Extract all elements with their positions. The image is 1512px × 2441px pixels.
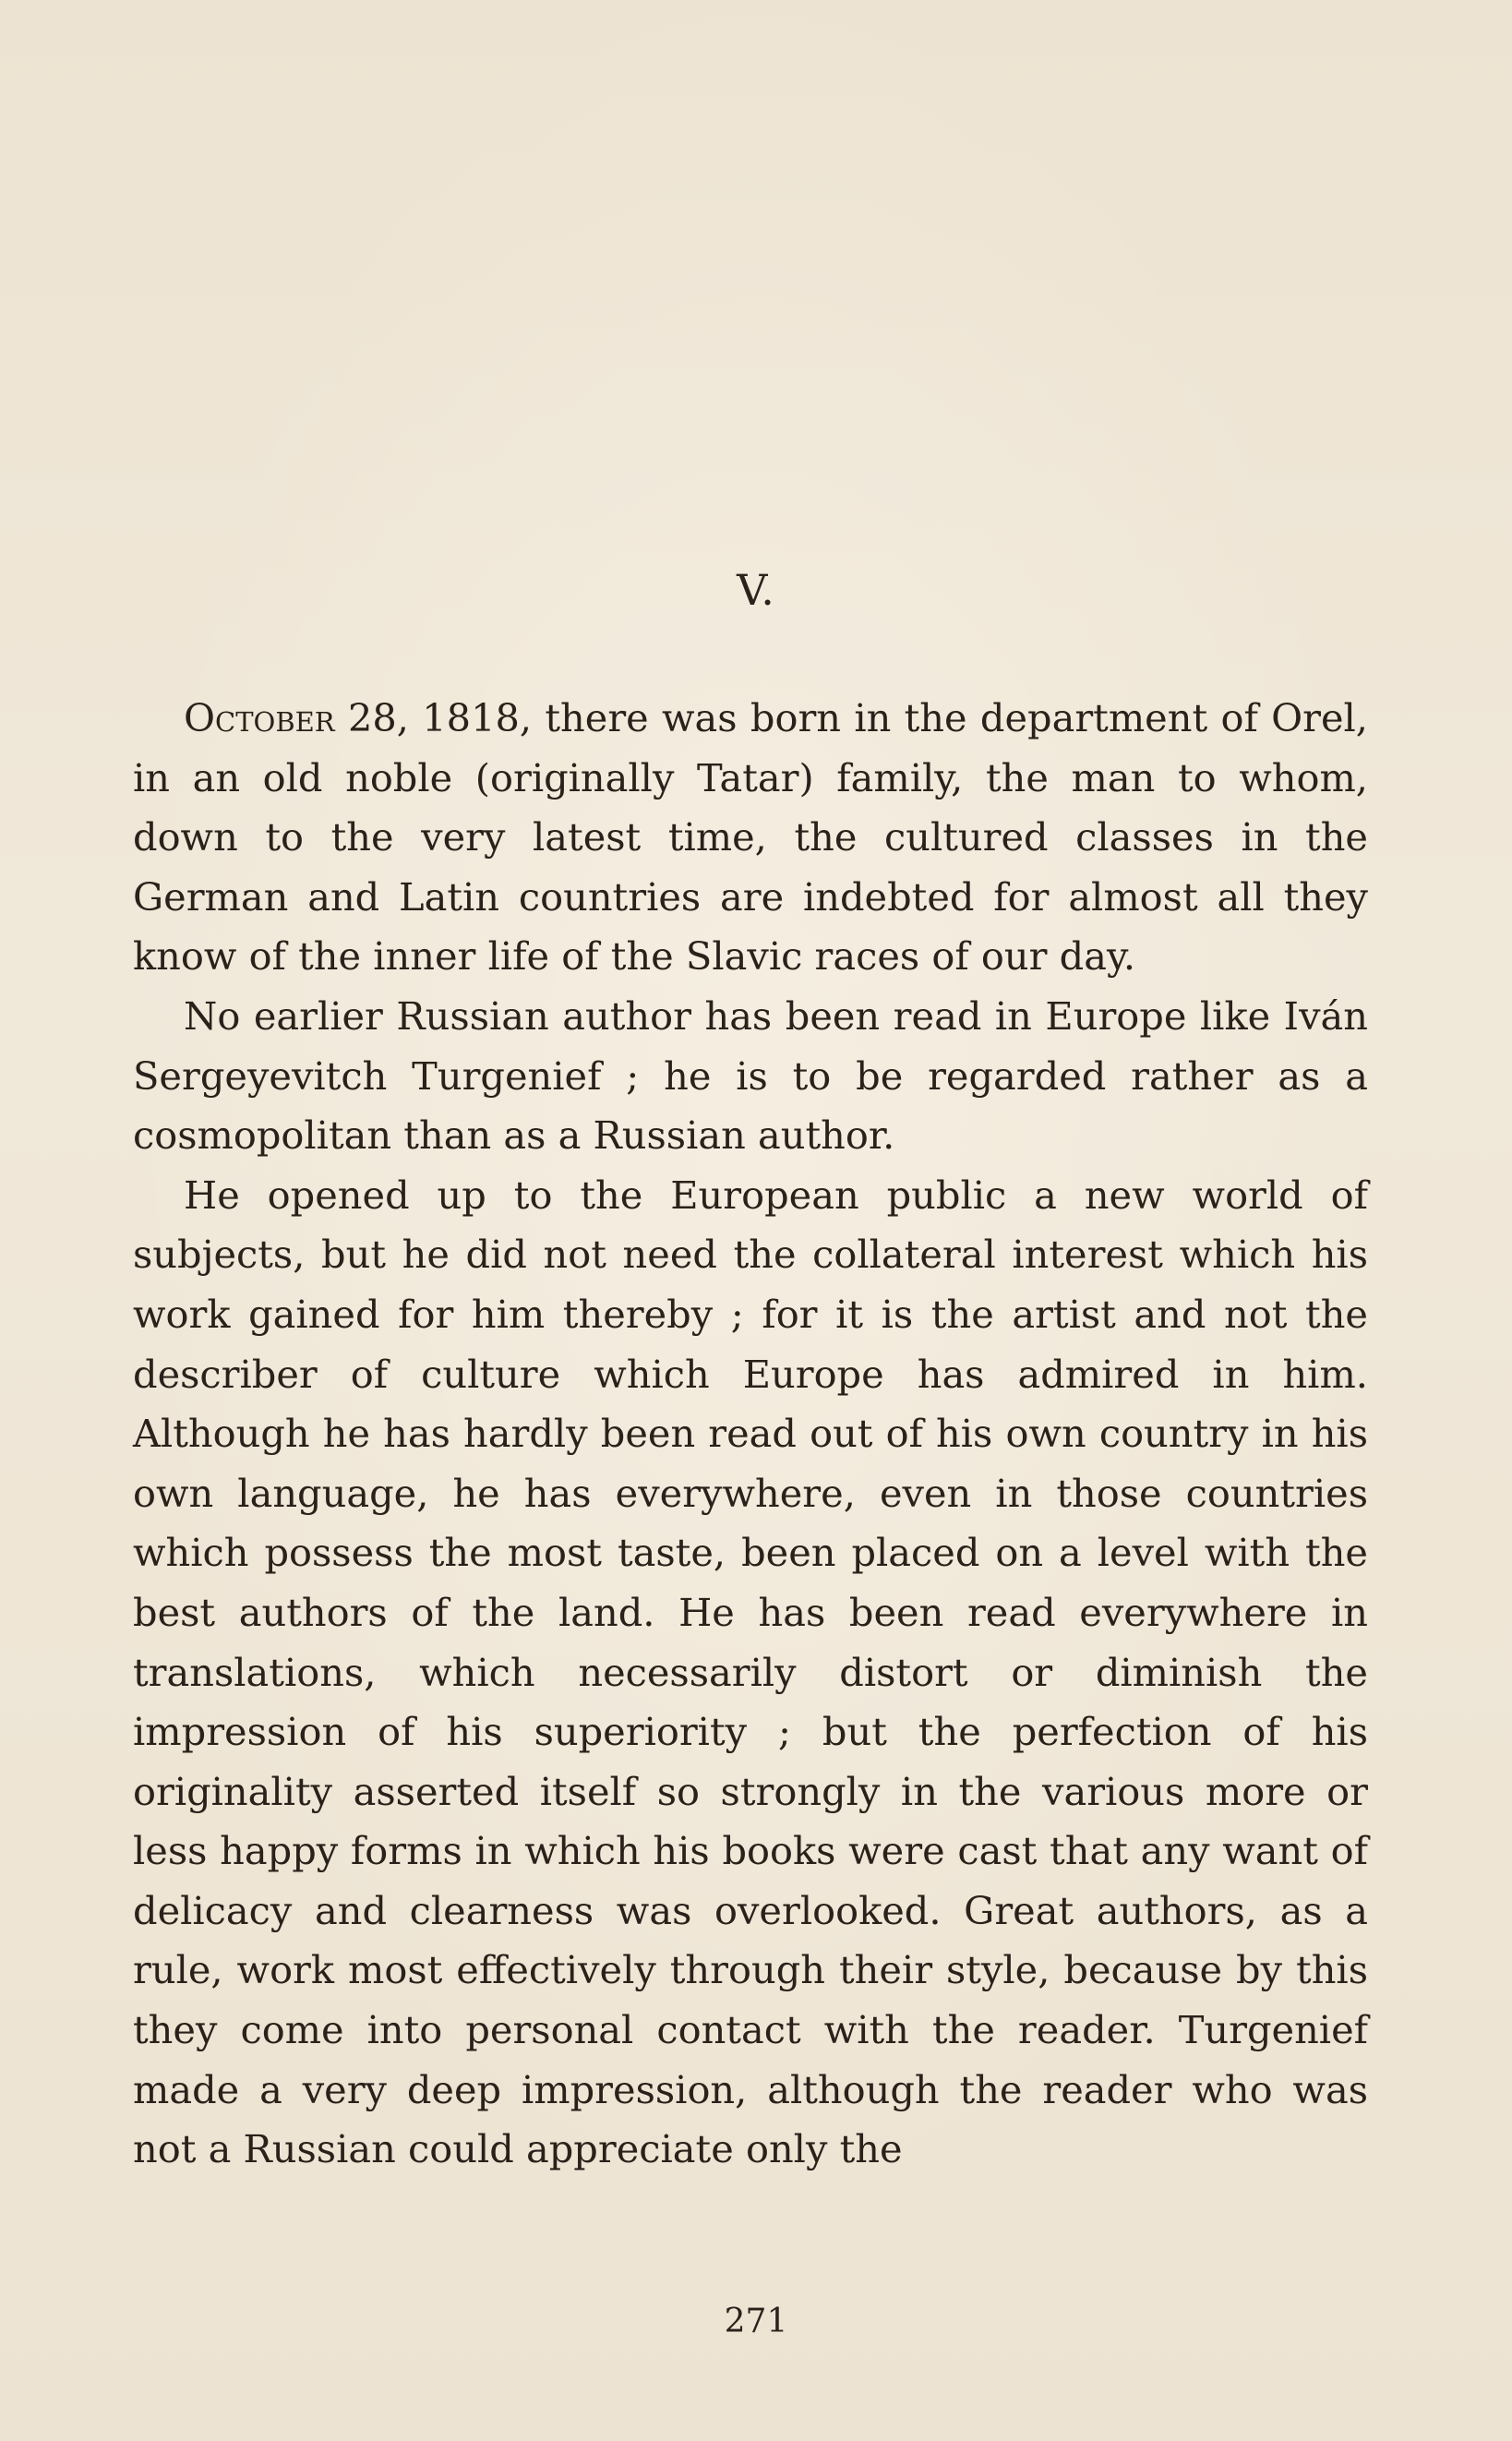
paragraph-2: No earlier Russian author has been read in Europe like Iván Sergeyevitch Turgenief ; he is to be regarded rather as a cosmopolitan than as a Russian author. bbox=[133, 992, 1368, 1159]
paragraph-1-lead: October bbox=[184, 695, 335, 740]
paragraph-3: He opened up to the European public a new world of subjects, but he did not need the collateral interest which his work gained for him thereby ; for it is the artist and not the describer of culture which Europe has admired in him. Although he has hardly been read out of his own country in his own language, he has everywhere, even in those countries which possess the most taste, been placed on a level with the best authors of the land. He has been read everywhere in translations, which necessarily distort or diminish the impression of his superiority ; but the perfection of his originality asserted itself so strongly in the various more or less happy forms in which his books were cast that any want of delicacy and clearness was overlooked. Great authors, as a rule, work most effectively through their style, because by this they come into personal contact with the reader. Turgenief made a very deep impression, although the reader who was not a Russian could appreciate only the bbox=[133, 1172, 1368, 2172]
paragraph-1-text: 28, 1818, there was born in the department of Orel, in an old noble (originally Tatar) family, the man to whom, down to the very latest time, the cultured classes in the German and Latin countries are indebted for almost all they know of the inner life of the Slavic races of our day. bbox=[133, 695, 1368, 980]
body-text bbox=[133, 689, 1368, 2180]
page-number: 271 bbox=[724, 2303, 788, 2340]
chapter-heading: V. bbox=[737, 565, 775, 615]
paragraph-1 bbox=[133, 689, 1368, 987]
